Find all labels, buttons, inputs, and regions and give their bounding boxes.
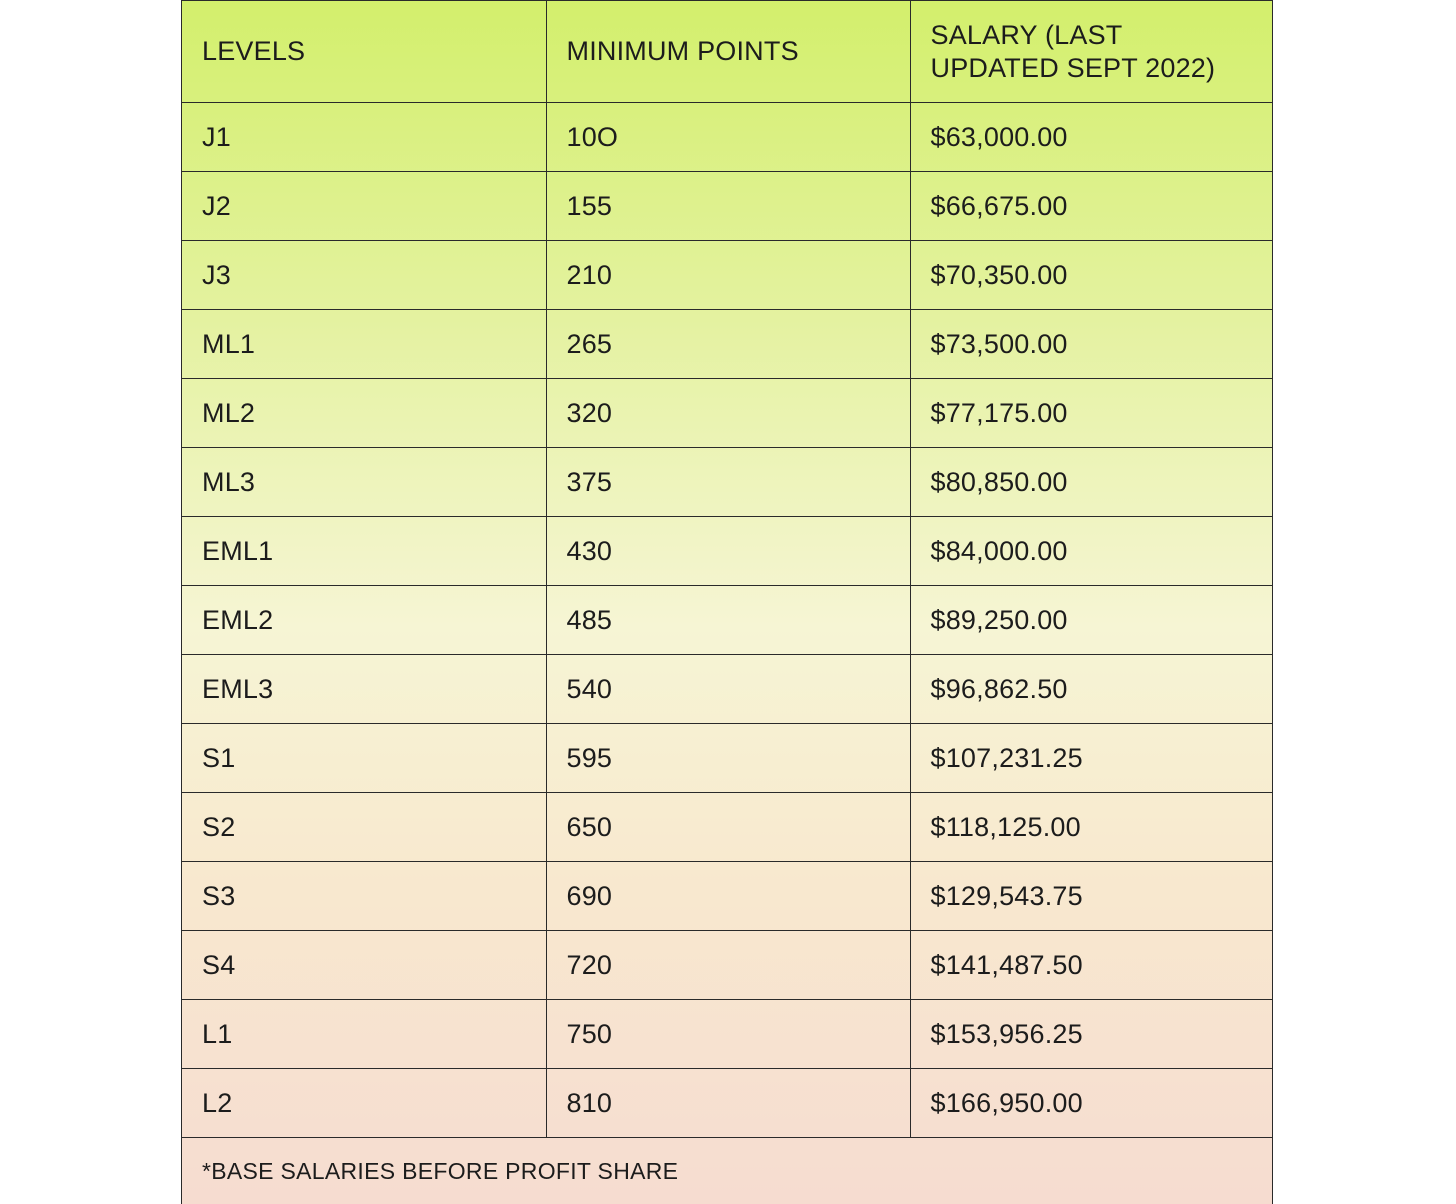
table-row — [182, 517, 1272, 586]
level-cell: J3 — [182, 241, 546, 310]
level-cell: EML2 — [182, 586, 546, 655]
salary-cell: $166,950.00 — [910, 1069, 1272, 1138]
salary-cell: $153,956.25 — [910, 1000, 1272, 1069]
points-cell: 375 — [546, 448, 910, 517]
level-cell: ML1 — [182, 310, 546, 379]
table-row — [182, 1069, 1272, 1138]
points-cell: 265 — [546, 310, 910, 379]
salary-cell: $141,487.50 — [910, 931, 1272, 1000]
points-cell: 155 — [546, 172, 910, 241]
points-cell: 810 — [546, 1069, 910, 1138]
salary-cell: $73,500.00 — [910, 310, 1272, 379]
level-cell: S4 — [182, 931, 546, 1000]
level-cell: S1 — [182, 724, 546, 793]
table-row — [182, 586, 1272, 655]
salary-cell: $77,175.00 — [910, 379, 1272, 448]
salary-cell: $129,543.75 — [910, 862, 1272, 931]
salary-cell: $63,000.00 — [910, 103, 1272, 172]
table-row — [182, 1000, 1272, 1069]
points-cell: 430 — [546, 517, 910, 586]
salary-table — [182, 0, 1272, 1138]
level-cell: S2 — [182, 793, 546, 862]
footnote: *BASE SALARIES BEFORE PROFIT SHARE — [202, 1157, 679, 1184]
header-levels: LEVELS — [182, 1, 546, 103]
level-cell: L1 — [182, 1000, 546, 1069]
table-row — [182, 379, 1272, 448]
points-cell: 750 — [546, 1000, 910, 1069]
points-cell: 210 — [546, 241, 910, 310]
level-cell: EML1 — [182, 517, 546, 586]
table-row — [182, 172, 1272, 241]
salary-cell: $107,231.25 — [910, 724, 1272, 793]
table-row — [182, 241, 1272, 310]
table-header-row — [182, 1, 1272, 103]
salary-cell: $89,250.00 — [910, 586, 1272, 655]
points-cell: 650 — [546, 793, 910, 862]
points-cell: 320 — [546, 379, 910, 448]
level-cell: J1 — [182, 103, 546, 172]
level-cell: S3 — [182, 862, 546, 931]
level-cell: J2 — [182, 172, 546, 241]
salary-levels-panel — [181, 0, 1273, 1204]
level-cell: ML2 — [182, 379, 546, 448]
level-cell: ML3 — [182, 448, 546, 517]
table-row — [182, 103, 1272, 172]
points-cell: 540 — [546, 655, 910, 724]
salary-cell: $66,675.00 — [910, 172, 1272, 241]
table-row — [182, 724, 1272, 793]
table-row — [182, 655, 1272, 724]
salary-cell: $96,862.50 — [910, 655, 1272, 724]
level-cell: EML3 — [182, 655, 546, 724]
header-minimum-points: MINIMUM POINTS — [546, 1, 910, 103]
points-cell: 10O — [546, 103, 910, 172]
points-cell: 720 — [546, 931, 910, 1000]
salary-cell: $70,350.00 — [910, 241, 1272, 310]
salary-cell: $84,000.00 — [910, 517, 1272, 586]
salary-cell: $118,125.00 — [910, 793, 1272, 862]
salary-cell: $80,850.00 — [910, 448, 1272, 517]
points-cell: 485 — [546, 586, 910, 655]
table-row — [182, 793, 1272, 862]
header-salary-text: SALARY (LAST UPDATED SEPT 2022) — [930, 19, 1216, 83]
table-row — [182, 448, 1272, 517]
points-cell: 595 — [546, 724, 910, 793]
table-row — [182, 862, 1272, 931]
level-cell: L2 — [182, 1069, 546, 1138]
points-cell: 690 — [546, 862, 910, 931]
header-salary — [910, 1, 1272, 103]
table-row — [182, 310, 1272, 379]
table-row — [182, 931, 1272, 1000]
